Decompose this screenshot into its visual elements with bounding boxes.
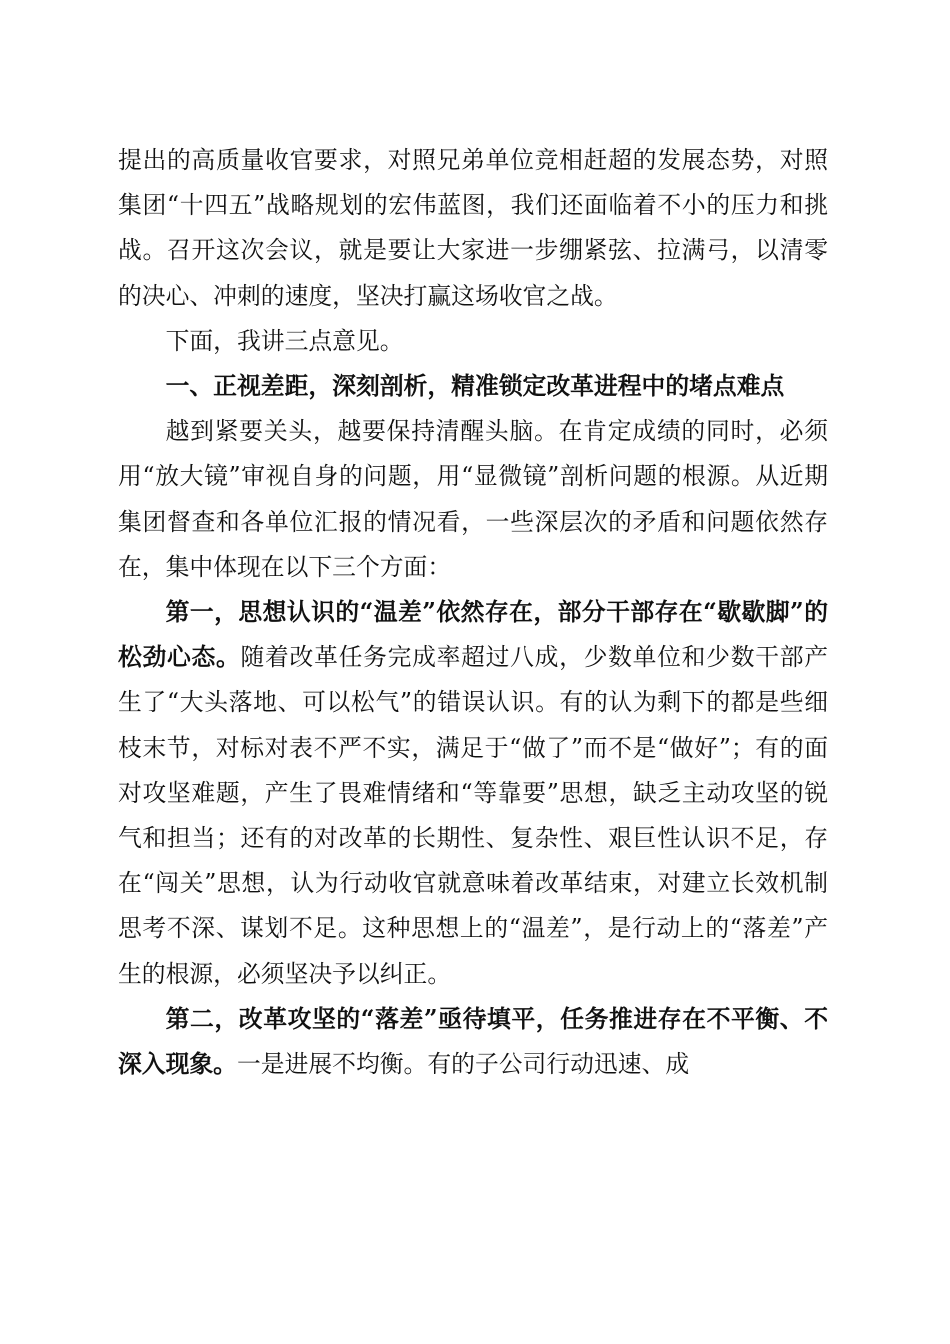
point-2-lead: 第二，改革攻坚的“落差”亟待填平，任务推进存在不平衡、不深入现象。 <box>118 1004 828 1079</box>
section-heading-1: 一、正视差距，深刻剖析，精准锁定改革进程中的堵点难点 <box>165 372 785 401</box>
paragraph-point-1 <box>118 590 828 997</box>
document-body <box>118 138 828 1087</box>
paragraph-overview: 越到紧要关头，越要保持清醒头脑。在肯定成绩的同时，必须用“放大镜”审视自身的问题，用“显微镜”剖析问题的根源。从近期集团督查和各单位汇报的情况看，一些深层次的矛盾和问题依然存在，集中体现在以下三个方面： <box>118 417 828 581</box>
point-1-body: 随着改革任务完成率超过八成，少数单位和少数干部产生了“大头落地、可以松气”的错误认识。有的认为剩下的都是些细枝末节，对标对表不严不实，满足于“做了”而不是“做好”；有的面对攻坚难题，产生了畏难情绪和“等靠要”思想，缺乏主动攻坚的锐气和担当；还有的对改革的长期性、复杂性、艰巨性认识不足，存在“闯关”思想，认为行动收官就意味着改革结束，对建立长效机制思考不深、谋划不足。这种思想上的“温差”，是行动上的“落差”产生的根源，必须坚决予以纠正。 <box>118 643 829 988</box>
point-1-lead: 第一，思想认识的“温差”依然存在，部分干部存在“歇歇脚”的松劲心态。 <box>118 598 828 672</box>
paragraph-transition: 下面，我讲三点意见。 <box>165 326 404 355</box>
paragraph-intro-continuation: 提出的高质量收官要求，对照兄弟单位竞相赶超的发展态势，对照集团“十四五”战略规划的宏伟蓝图，我们还面临着不小的压力和挑战。召开这次会议，就是要让大家进一步绷紧弦、拉满弓，以清零的决心、冲刺的速度，坚决打赢这场收官之战。 <box>118 146 828 310</box>
point-2-body: 一是进展不均衡。有的子公司行动迅速、成 <box>236 1050 690 1079</box>
paragraph-point-2 <box>118 997 828 1087</box>
